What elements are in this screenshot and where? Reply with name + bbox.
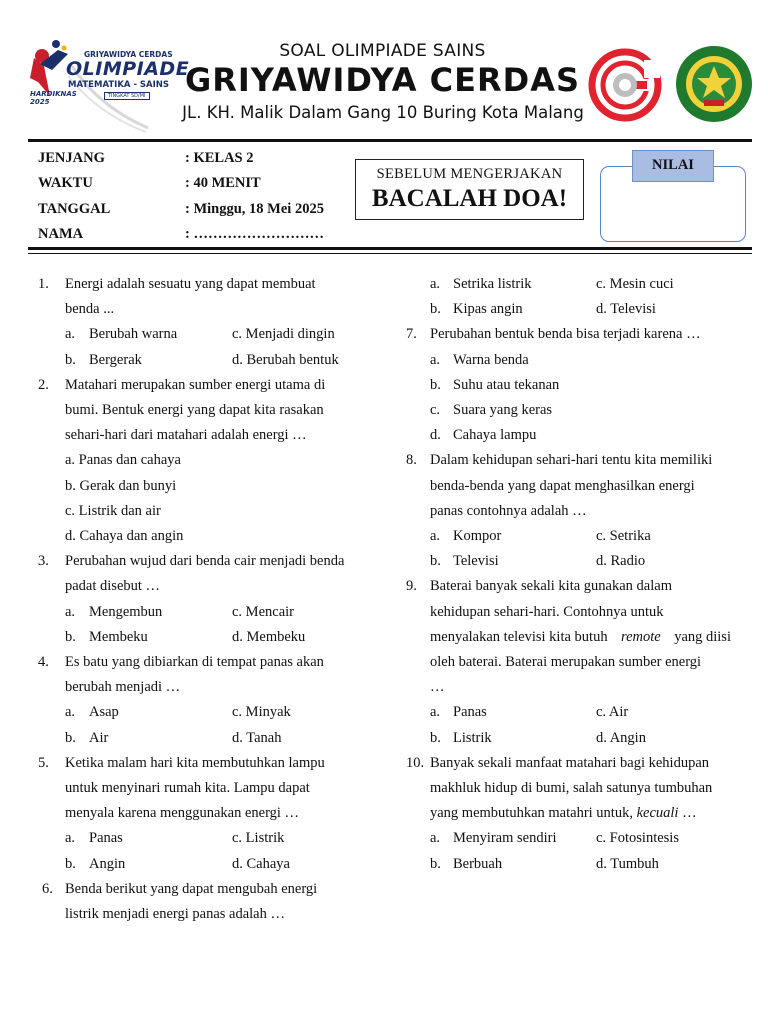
jenjang-label: JENJANG — [38, 150, 105, 166]
option-b[interactable]: Kipas angin — [453, 301, 523, 318]
question-text-line: sehari-hari dari matahari adalah energi … — [65, 427, 307, 444]
option-a[interactable]: Panas — [453, 704, 487, 721]
question-number: 2. — [38, 376, 49, 393]
question-text-emphasis: remote — [621, 628, 661, 645]
option-b[interactable]: Membeku — [89, 628, 148, 645]
option-letter: a. — [65, 830, 76, 847]
option-b[interactable]: Suhu atau tekanan — [453, 376, 560, 393]
option-a[interactable]: Berubah warna — [89, 326, 178, 343]
question-text-line: bumi. Bentuk energi yang dapat kita rasakan — [65, 401, 324, 418]
option-d[interactable]: d. Membeku — [232, 628, 306, 645]
question-text-line: Baterai banyak sekali kita gunakan dalam — [430, 578, 672, 595]
nama-label: NAMA — [38, 226, 84, 242]
option-c[interactable]: c. Mencair — [232, 603, 294, 620]
info-divider — [28, 247, 752, 250]
option-letter: a. — [430, 351, 441, 368]
question-text-line: oleh baterai. Baterai merupakan sumber energi — [430, 653, 702, 670]
header-address: JL. KH. Malik Dalam Gang 10 Buring Kota Malang — [182, 103, 584, 122]
question-text-line: Perubahan bentuk benda bisa terjadi karena … — [430, 326, 701, 343]
option-d[interactable]: d. Televisi — [596, 301, 656, 318]
option-b[interactable]: Angin — [89, 855, 126, 872]
question-text-line: Ketika malam hari kita membutuhkan lampu — [65, 754, 325, 771]
option-b[interactable]: Berbuah — [453, 855, 503, 872]
question-text-line: Banyak sekali manfaat matahari bagi kehidupan — [430, 754, 710, 771]
question-text-part: menyalakan televisi kita butuh — [430, 628, 608, 645]
prayer-reminder-big: BACALAH DOA! — [371, 185, 568, 212]
option-letter: a. — [430, 276, 441, 292]
option-a[interactable]: Warna benda — [453, 351, 529, 368]
option-letter: a. — [430, 830, 441, 847]
option-a[interactable]: Menyiram sendiri — [453, 830, 557, 847]
option-letter: b. — [65, 628, 76, 645]
option-b[interactable]: Listrik — [453, 729, 492, 746]
option-letter: b. — [430, 855, 441, 872]
question-number: 10. — [406, 754, 425, 771]
option-a[interactable]: Mengembun — [89, 603, 163, 620]
prayer-reminder-box — [355, 159, 584, 220]
question-text-line: Benda berikut yang dapat mengubah energi — [65, 880, 318, 897]
option-b[interactable]: b. Gerak dan bunyi — [65, 477, 177, 494]
option-letter: a. — [430, 704, 441, 721]
info-divider-thin — [28, 253, 752, 254]
option-a[interactable]: Setrika listrik — [453, 276, 532, 292]
header-divider — [28, 139, 752, 142]
question-number: 9. — [406, 578, 417, 595]
option-letter: a. — [65, 704, 76, 721]
logo-event-text: HARDIKNAS 2025 — [30, 90, 77, 106]
waktu-label: WAKTU — [38, 175, 93, 191]
option-c[interactable]: c. Setrika — [596, 528, 651, 544]
question-text-line: Dalam kehidupan sehari-hari tentu kita memiliki — [430, 452, 713, 469]
question-text-line: listrik menjadi energi panas adalah … — [65, 905, 285, 922]
option-a[interactable]: Panas — [89, 830, 123, 847]
question-text-line: … — [430, 679, 445, 696]
option-c[interactable]: c. Air — [596, 704, 629, 721]
option-d[interactable]: d. Cahaya — [232, 855, 290, 872]
option-a[interactable]: a. Panas dan cahaya — [65, 452, 181, 469]
option-letter: c. — [430, 402, 441, 418]
question-text-line: padat disebut … — [65, 578, 161, 595]
option-c[interactable]: Suara yang keras — [453, 402, 553, 418]
question-number: 6. — [42, 880, 53, 897]
question-text-line: panas contohnya adalah … — [430, 502, 587, 519]
option-letter: b. — [65, 855, 76, 872]
option-letter: a. — [65, 326, 76, 343]
option-letter: b. — [430, 553, 441, 570]
jenjang-value: : KELAS 2 — [185, 150, 254, 166]
question-text-line: berubah menjadi … — [65, 679, 181, 696]
option-d[interactable]: d. Angin — [596, 729, 646, 746]
school-emblem-logo — [674, 44, 754, 124]
option-d[interactable]: d. Cahaya dan angin — [65, 528, 184, 544]
option-c[interactable]: c. Listrik dan air — [65, 502, 161, 519]
option-letter: a. — [430, 528, 441, 544]
option-c[interactable]: c. Menjadi dingin — [232, 326, 335, 343]
question-text-line: kehidupan sehari-hari. Contohnya untuk — [430, 603, 664, 620]
question-number: 5. — [38, 754, 49, 771]
option-b[interactable]: Bergerak — [89, 351, 142, 368]
question-number: 4. — [38, 654, 49, 670]
olimpiade-logo — [28, 36, 190, 134]
question-text-line — [430, 801, 731, 826]
header-title: GRIYAWIDYA CERDAS — [184, 61, 581, 99]
question-text-line: Energi adalah sesuatu yang dapat membuat — [65, 276, 316, 292]
logo-olimpiade-text: OLIMPIADE — [66, 58, 190, 80]
header-subtitle: SOAL OLIMPIADE SAINS — [279, 41, 486, 61]
question-text-line: benda-benda yang dapat menghasilkan energi — [430, 477, 695, 494]
question-number: 8. — [406, 452, 417, 469]
option-letter: b. — [430, 729, 441, 746]
option-letter: b. — [65, 729, 76, 746]
question-text-line: Perubahan wujud dari benda cair menjadi benda — [65, 553, 345, 570]
question-text-line — [430, 625, 731, 650]
option-letter: b. — [65, 351, 76, 368]
question-text-part: yang diisi — [674, 628, 731, 645]
question-number: 7. — [406, 326, 417, 343]
griyawidya-g-logo — [588, 48, 662, 122]
option-a[interactable]: Kompor — [453, 528, 502, 544]
option-d[interactable]: d. Radio — [596, 553, 646, 570]
question-text-line: Matahari merupakan sumber energi utama di — [65, 376, 326, 393]
option-letter: b. — [430, 376, 441, 393]
logo-brand-text: GRIYAWIDYA CERDAS — [84, 50, 173, 59]
tanggal-label: TANGGAL — [38, 201, 111, 217]
option-b[interactable]: Televisi — [453, 553, 499, 570]
option-a[interactable]: Asap — [89, 704, 119, 721]
score-label: NILAI — [632, 150, 714, 182]
option-letter: b. — [430, 301, 441, 318]
option-b[interactable]: Air — [89, 729, 109, 746]
option-d[interactable]: Cahaya lampu — [453, 427, 537, 444]
option-c[interactable]: c. Listrik — [232, 830, 285, 847]
option-c[interactable]: c. Fotosintesis — [596, 830, 679, 847]
question-text-line: untuk menyinari rumah kita. Lampu dapat — [65, 779, 310, 796]
option-d[interactable]: d. Tumbuh — [596, 855, 659, 872]
question-text-emphasis: kecuali — [636, 805, 679, 822]
question-text-line: makhluk hidup di bumi, salah satunya tumbuhan — [430, 779, 713, 796]
logo-level-text: TINGKAT SD/MI — [104, 92, 150, 100]
question-text-line: benda ... — [65, 301, 115, 318]
tanggal-value: : Minggu, 18 Mei 2025 — [185, 201, 324, 217]
option-letter: d. — [430, 427, 441, 444]
question-number: 3. — [38, 553, 49, 570]
question-text-line: menyala karena menggunakan energi … — [65, 805, 300, 822]
option-d[interactable]: d. Berubah bentuk — [232, 351, 339, 368]
question-text-part: … — [682, 805, 697, 822]
nama-field[interactable]: : ……………………… — [185, 226, 324, 242]
option-letter: a. — [65, 603, 76, 620]
logo-subject-text: MATEMATIKA - SAINS — [68, 80, 170, 90]
question-text-line: Es batu yang dibiarkan di tempat panas akan — [65, 654, 324, 670]
prayer-reminder-small: SEBELUM MENGERJAKAN — [376, 166, 563, 182]
option-d[interactable]: d. Tanah — [232, 729, 282, 746]
waktu-value: : 40 MENIT — [185, 175, 261, 191]
question-text-part: yang membutuhkan matahri untuk, — [430, 805, 633, 822]
option-c[interactable]: c. Mesin cuci — [596, 276, 674, 292]
option-c[interactable]: c. Minyak — [232, 704, 291, 721]
question-number: 1. — [38, 276, 49, 292]
